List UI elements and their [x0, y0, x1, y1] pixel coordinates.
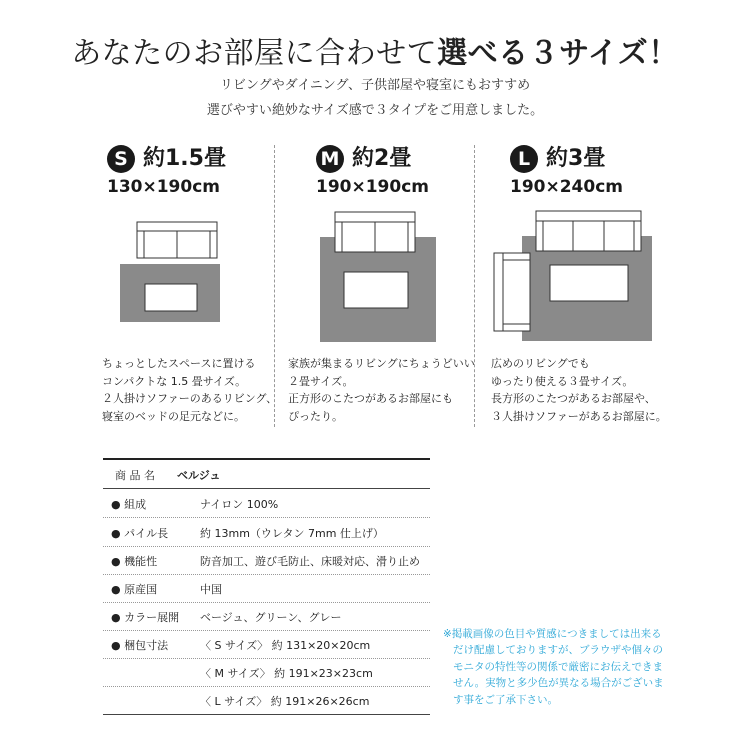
product-name: ベルジュ [177, 469, 221, 482]
rug-layout-illustration-l [494, 211, 652, 341]
description-line: 広めのリビングでも [491, 357, 590, 370]
description-line: ２人掛けソファーのあるリビング、 [102, 392, 278, 405]
size-name: 約1.5畳 [143, 146, 226, 171]
spec-row [103, 658, 430, 687]
table-bottom-rule [103, 714, 430, 715]
spec-label: ● パイル長 [111, 527, 169, 540]
sofa-two-seat-icon [137, 222, 217, 258]
spec-value: ベージュ、グリーン、グレー [200, 611, 342, 624]
description-line: 正方形のこたつがあるお部屋にも [288, 392, 453, 405]
spec-value: 約 13mm（ウレタン 7mm 仕上げ） [200, 527, 384, 540]
rug-layout-illustration-m [318, 212, 438, 342]
note-line: だけ配慮しておりますが、ブラウザや個々の [453, 644, 663, 657]
title-bold: 選べる３サイズ！ [437, 36, 679, 71]
description-line: ちょっとしたスペースに置ける [102, 357, 256, 370]
spec-label: ● カラー展開 [111, 611, 180, 624]
sofa-three-seat-icon [536, 211, 641, 251]
size-name: 約3畳 [546, 146, 606, 171]
spec-row-product [103, 460, 430, 488]
note-line: す事をご了承下さい。 [453, 693, 558, 706]
spec-table [103, 458, 430, 718]
intro-line-1: リビングやダイニング、子供部屋や寝室にもおすすめ [219, 78, 531, 93]
description-line: ３人掛けソファーがあるお部屋に。 [491, 409, 667, 423]
spec-value: 〈 S サイズ〉 約 131×20×20cm [200, 639, 371, 652]
spec-row [103, 630, 430, 659]
size-dimensions: 130×190cm [107, 177, 221, 197]
description-line: コンパクトな 1.5 畳サイズ。 [102, 374, 247, 388]
description-line: ゆったり使える３畳サイズ。 [491, 374, 634, 388]
spec-value: 中国 [200, 583, 222, 596]
size-dimensions: 190×190cm [316, 177, 430, 197]
size-dimensions: 190×240cm [510, 177, 624, 197]
page-title [0, 28, 750, 72]
size-badge: L [510, 145, 538, 173]
note-line: せん。実物と多少色が異なる場合がございま [453, 677, 664, 690]
spec-row [103, 602, 430, 631]
size-description [102, 355, 277, 425]
intro-line-2: 選びやすい絶妙なサイズ感で３タイプをご用意しました。 [206, 103, 544, 118]
spec-value: 防音加工、遊び毛防止、床暖対応、滑り止め [200, 555, 420, 568]
description-line: 家族が集まるリビングにちょうどいい [288, 357, 475, 370]
armchair-side-icon [494, 253, 530, 331]
color-disclaimer-note [443, 626, 693, 708]
spec-label: ● 梱包寸法 [111, 639, 169, 652]
spec-row [103, 686, 430, 714]
size-name: 約2畳 [352, 146, 412, 171]
description-line: 寝室のベッドの足元などに。 [102, 409, 245, 423]
spec-label: ● 原産国 [111, 583, 158, 596]
note-line: モニタの特性等の関係で厳密にお伝えできま [453, 660, 663, 673]
rug-layout-illustration-s [115, 222, 225, 322]
sofa-two-seat-icon [335, 212, 415, 252]
note-line: ※掲載画像の色目や質感につきましては出来る [443, 628, 662, 640]
spec-value: 〈 M サイズ〉 約 191×23×23cm [200, 667, 373, 680]
spec-row [103, 518, 430, 547]
spec-row [103, 546, 430, 575]
table-shape [145, 284, 197, 311]
description-line: 長方形のこたつがあるお部屋や、 [491, 392, 656, 405]
title-normal: あなたのお部屋に合わせて [71, 36, 438, 71]
table-shape [344, 272, 408, 308]
spec-value: ナイロン 100% [200, 498, 279, 511]
description-line: ２畳サイズ。 [288, 374, 354, 388]
size-description [491, 355, 667, 425]
spec-value: 〈 L サイズ〉 約 191×26×26cm [200, 695, 370, 708]
description-line: ぴったり。 [288, 409, 343, 423]
spec-label: ● 機能性 [111, 555, 158, 568]
table-shape [550, 265, 628, 301]
spec-row [103, 489, 430, 518]
spec-label: ● 組成 [111, 498, 147, 511]
spec-label: 商 品 名 [115, 469, 155, 482]
size-badge: S [107, 145, 135, 173]
size-description [288, 355, 475, 425]
spec-row [103, 574, 430, 603]
size-badge: M [316, 145, 344, 173]
